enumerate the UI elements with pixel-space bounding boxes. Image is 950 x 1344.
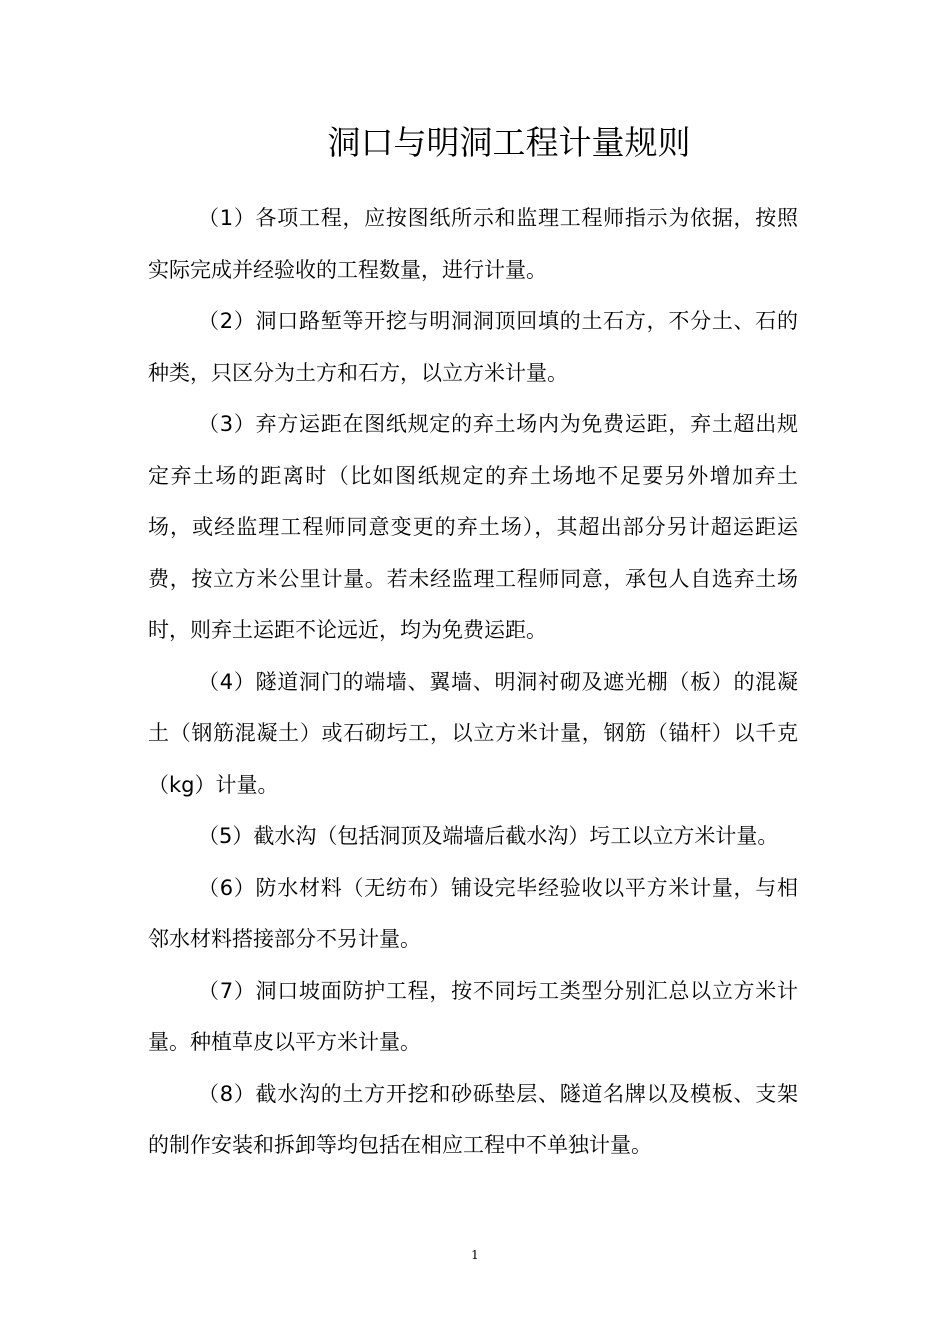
- paragraph-4: （4）隧道洞门的端墙、翼墙、明洞衬砌及遮光棚（板）的混凝土（钢筋混凝土）或石砌圬工，以立方米计量，钢筋（锚杆）以千克（kg）计量。: [148, 669, 798, 797]
- document-body: [148, 193, 798, 1172]
- page-title: 洞口与明洞工程计量规则: [327, 123, 691, 162]
- paragraph-1: （1）各项工程，应按图纸所示和监理工程师指示为依据，按照实际完成并经验收的工程数量，进行计量。: [148, 206, 798, 282]
- paragraph-8: （8）截水沟的土方开挖和砂砾垫层、隧道名牌以及模板、支架的制作安装和拆卸等均包括在相应工程中不单独计量。: [148, 1081, 798, 1157]
- paragraph-3: （3）弃方运距在图纸规定的弃土场内为免费运距，弃土超出规定弃土场的距离时（比如图纸规定的弃土场地不足要另外增加弃土场，或经监理工程师同意变更的弃土场），其超出部分另计超运距运费，按立方米公里计量。若未经监理工程师同意，承包人自选弃土场时，则弃土运距不论远近，均为免费运距。: [148, 412, 798, 642]
- paragraph-5: （5）截水沟（包括洞顶及端墙后截水沟）圬工以立方米计量。: [198, 824, 779, 848]
- paragraph-6: （6）防水材料（无纺布）铺设完毕经验收以平方米计量，与相邻水材料搭接部分不另计量。: [148, 875, 798, 951]
- paragraph-7: （7）洞口坡面防护工程，按不同圬工类型分别汇总以立方米计量。种植草皮以平方米计量。: [148, 978, 798, 1054]
- paragraph-2: （2）洞口路堑等开挖与明洞洞顶回填的土石方，不分土、石的种类，只区分为土方和石方，以立方米计量。: [148, 309, 798, 385]
- page-number: 1: [471, 1248, 479, 1262]
